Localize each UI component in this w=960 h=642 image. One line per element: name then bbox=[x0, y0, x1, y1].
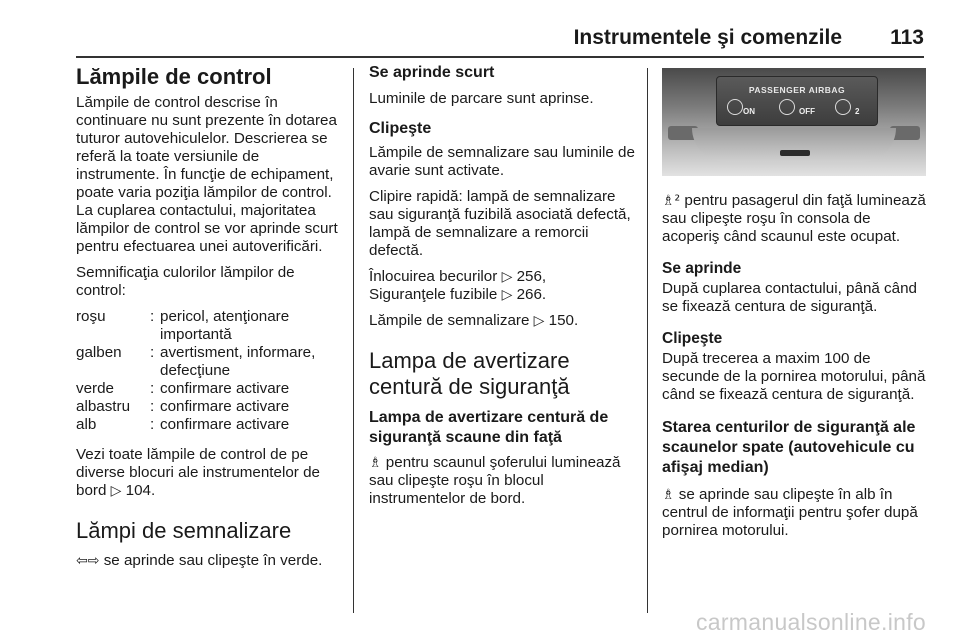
page-ref-link[interactable]: 104. bbox=[125, 482, 156, 499]
color-sep: : bbox=[150, 308, 155, 325]
page-ref-link[interactable]: 266. bbox=[516, 286, 547, 303]
color-meaning: confirmare activare bbox=[160, 416, 290, 433]
color-name: verde bbox=[76, 380, 114, 397]
heading-lights-briefly: Se aprinde scurt bbox=[369, 64, 495, 81]
overhead-console-photo bbox=[662, 68, 926, 176]
seatbelt-indicator-icon bbox=[835, 99, 851, 115]
lights-paragraph: După cuplarea contactului, până când se fixează centura de siguranţă. bbox=[662, 280, 917, 315]
panel-label: PASSENGER AIRBAG bbox=[748, 85, 846, 95]
seatbelt-icon: ♗ bbox=[369, 455, 382, 471]
column-3 bbox=[662, 68, 928, 548]
color-sep: : bbox=[150, 380, 155, 397]
rear-seatbelt-icon: ♗ bbox=[662, 487, 675, 503]
page-ref-arrow-icon: ▷ bbox=[501, 269, 513, 285]
turn-signal-text: se aprinde sau clipeşte în verde. bbox=[103, 552, 323, 569]
heading-control-lamps: Lămpile de control bbox=[76, 64, 272, 89]
watermark: carmanualsonline.info bbox=[695, 609, 926, 635]
see-also-text: Vezi toate lămpile de control de pe diverse blocuri ale instrumentelor de bord bbox=[76, 446, 320, 499]
color-row-green bbox=[76, 380, 342, 398]
flash-paragraph: Lămpile de semnalizare sau luminile de avarie sunt activate. bbox=[369, 144, 635, 179]
fuses-text: Siguranţele fuzibile bbox=[369, 286, 498, 303]
color-name: roşu bbox=[76, 308, 106, 325]
heading-turn-signals: Lămpi de semnalizare bbox=[76, 518, 292, 543]
color-row-red bbox=[76, 308, 342, 344]
intro-paragraph: Lămpile de control descrise în continuare nu sunt prezente în dotarea tuturor autovehiculelor. Descrierea se referă la toate versiunile de instrumente. În funcţie de echipament, poate varia poziţia lămpilor de control. La cuplarea contactului, majoritatea lămpilor de control se vor aprinde scurt pentru efectuarea unei autoverificări. bbox=[76, 94, 338, 255]
replace-paragraph bbox=[369, 268, 637, 304]
section-title: Instrumentele şi comenzile bbox=[573, 26, 842, 49]
panel-on-label: ON bbox=[743, 107, 755, 116]
passenger-airbag-panel bbox=[716, 76, 878, 126]
heading-seatbelt-warning: Lampa de avertizare centură de siguranţă bbox=[369, 348, 570, 399]
color-row-blue bbox=[76, 398, 342, 416]
color-row-white bbox=[76, 416, 342, 434]
page-ref-link[interactable]: 150. bbox=[548, 312, 579, 329]
color-sep: : bbox=[150, 398, 155, 415]
roof-console bbox=[692, 128, 896, 162]
color-meaning: pericol, atenţionare importantă bbox=[160, 308, 290, 343]
heading-lights: Se aprinde bbox=[662, 260, 742, 277]
turn-signal-paragraph bbox=[76, 552, 342, 570]
header-rule bbox=[76, 56, 924, 58]
passenger-seatbelt-icon: ♗² bbox=[662, 193, 681, 209]
color-name: galben bbox=[76, 344, 122, 361]
color-sep: : bbox=[150, 416, 155, 433]
rapid-flash-paragraph: Clipire rapidă: lampă de semnalizare sau siguranţă fuzibilă asociată defectă, lampă de semnalizare a remorcii defectă. bbox=[369, 188, 631, 259]
passenger-seatbelt-text: pentru pasagerul din faţă luminează sau clipeşte roşu în consola de acoperiş când scaunul este ocupat. bbox=[662, 192, 926, 245]
signal-lamps-paragraph bbox=[369, 312, 637, 330]
page-header bbox=[0, 26, 960, 56]
replace-bulbs-text: Înlocuirea becurilor bbox=[369, 268, 498, 285]
color-row-yellow bbox=[76, 344, 342, 380]
subheading-front-seats: Lampa de avertizare centură de siguranţă scaune din faţă bbox=[369, 409, 609, 446]
page-ref-arrow-icon: ▷ bbox=[110, 483, 122, 499]
page-ref-arrow-icon: ▷ bbox=[533, 313, 545, 329]
panel-seat-number: 2 bbox=[855, 107, 860, 116]
airbag-on-icon bbox=[779, 99, 795, 115]
see-also-paragraph bbox=[76, 446, 342, 500]
passenger-seatbelt-paragraph bbox=[662, 192, 928, 246]
color-meaning: confirmare activare bbox=[160, 398, 290, 415]
color-name: alb bbox=[76, 416, 97, 433]
rear-seatbelt-paragraph bbox=[662, 486, 928, 540]
column-divider-2 bbox=[647, 68, 648, 613]
short-paragraph: Luminile de parcare sunt aprinse. bbox=[369, 90, 594, 107]
panel-off-label: OFF bbox=[799, 107, 815, 116]
color-meaning-table bbox=[76, 308, 342, 434]
colors-intro: Semnificaţia culorilor lămpilor de control: bbox=[76, 264, 295, 299]
column-1 bbox=[76, 64, 342, 578]
heading-rear-seatbelts: Starea centurilor de siguranţă ale scaunelor spate (autovehicule cu afişaj median) bbox=[662, 419, 916, 476]
page-number: 113 bbox=[890, 26, 924, 49]
rear-seatbelt-text: se aprinde sau clipeşte în alb în centrul de informaţii pentru şofer după pornirea motorului. bbox=[662, 486, 918, 539]
color-meaning: avertisment, informare, defecţiune bbox=[160, 344, 316, 379]
flash-paragraph: După trecerea a maxim 100 de secunde de la pornirea motorului, până când se fixează centura de siguranţă. bbox=[662, 350, 926, 403]
console-switch bbox=[780, 150, 810, 156]
page-ref-link[interactable]: 256, bbox=[516, 268, 547, 285]
heading-flashes: Clipeşte bbox=[369, 120, 432, 137]
color-meaning: confirmare activare bbox=[160, 380, 290, 397]
column-2 bbox=[369, 64, 637, 516]
turn-signal-icon: ⇦⇨ bbox=[76, 553, 100, 569]
driver-seatbelt-text: pentru scaunul şoferului luminează sau clipeşte roşu în blocul instrumentelor de bord. bbox=[369, 454, 621, 507]
signal-lamps-text: Lămpile de semnalizare bbox=[369, 312, 530, 329]
airbag-off-icon bbox=[727, 99, 743, 115]
page-ref-arrow-icon: ▷ bbox=[501, 287, 513, 303]
driver-seatbelt-paragraph bbox=[369, 454, 637, 508]
color-name: albastru bbox=[76, 398, 131, 415]
column-divider-1 bbox=[353, 68, 354, 613]
color-sep: : bbox=[150, 344, 155, 361]
heading-flashes: Clipeşte bbox=[662, 330, 723, 347]
